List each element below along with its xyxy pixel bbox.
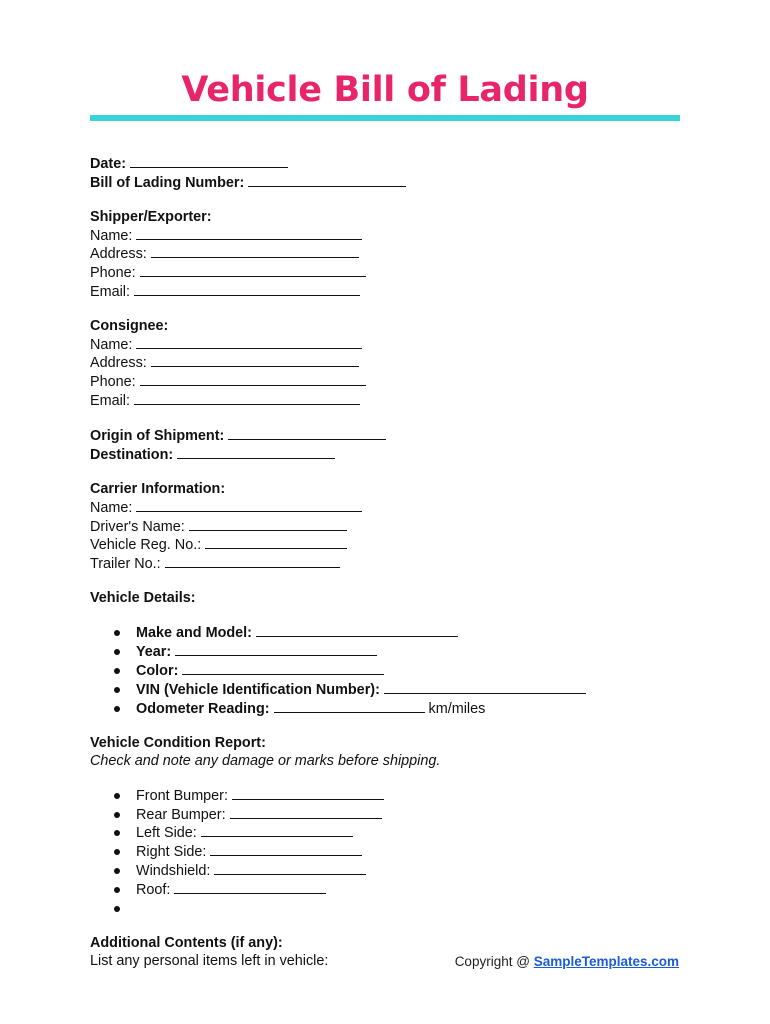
trailer-no-field bbox=[90, 555, 690, 574]
consignee-email-field bbox=[90, 392, 690, 411]
shipper-email-label: Email: bbox=[90, 283, 130, 300]
list-item: Make and Model: bbox=[112, 624, 690, 643]
rear-bumper-blank[interactable] bbox=[230, 806, 382, 819]
bol-number-blank[interactable] bbox=[248, 174, 406, 187]
form-body bbox=[90, 155, 690, 970]
vehicle-reg-field bbox=[90, 536, 690, 555]
shipper-heading: Shipper/Exporter: bbox=[90, 209, 212, 226]
year-blank[interactable] bbox=[175, 643, 377, 656]
shipper-email-field bbox=[90, 283, 690, 302]
bullet-icon bbox=[114, 793, 120, 799]
consignee-phone-blank[interactable] bbox=[140, 373, 366, 386]
sampletemplates-link[interactable]: SampleTemplates.com bbox=[533, 954, 679, 969]
carrier-name-blank[interactable] bbox=[136, 499, 362, 512]
consignee-email-blank[interactable] bbox=[134, 392, 360, 405]
bullet-icon bbox=[114, 830, 120, 836]
bol-number-field bbox=[90, 174, 690, 193]
bullet-icon bbox=[114, 706, 120, 712]
carrier-name-label: Name: bbox=[90, 499, 133, 516]
consignee-email-label: Email: bbox=[90, 392, 130, 409]
consignee-heading: Consignee: bbox=[90, 318, 169, 335]
list-item: VIN (Vehicle Identification Number): bbox=[112, 681, 690, 700]
shipper-address-label: Address: bbox=[90, 246, 147, 263]
vin-blank[interactable] bbox=[384, 681, 586, 694]
vehicle-details-list bbox=[90, 624, 690, 719]
origin-label: Origin of Shipment: bbox=[90, 428, 225, 445]
consignee-address-blank[interactable] bbox=[151, 354, 359, 367]
odometer-unit: km/miles bbox=[428, 700, 486, 717]
driver-name-label: Driver's Name: bbox=[90, 518, 185, 535]
additional-contents-instruction: List any personal items left in vehicle: bbox=[90, 952, 329, 969]
consignee-name-blank[interactable] bbox=[136, 336, 362, 349]
destination-blank[interactable] bbox=[177, 446, 335, 459]
origin-field bbox=[90, 427, 690, 446]
roof-blank[interactable] bbox=[174, 881, 326, 894]
list-item: Front Bumper: bbox=[112, 787, 690, 806]
vehicle-reg-label: Vehicle Reg. No.: bbox=[90, 537, 202, 554]
list-item: Roof: bbox=[112, 881, 690, 900]
page-title: Vehicle Bill of Lading bbox=[181, 70, 589, 110]
shipper-phone-field bbox=[90, 264, 690, 283]
vehicle-details-heading: Vehicle Details: bbox=[90, 590, 196, 607]
carrier-heading: Carrier Information: bbox=[90, 481, 226, 498]
list-item: Rear Bumper: bbox=[112, 806, 690, 825]
bullet-icon bbox=[114, 868, 120, 874]
title-divider bbox=[90, 115, 680, 121]
list-item: Color: bbox=[112, 662, 690, 681]
shipper-email-blank[interactable] bbox=[134, 283, 360, 296]
shipper-name-field bbox=[90, 227, 690, 246]
shipper-phone-label: Phone: bbox=[90, 264, 136, 281]
shipper-address-field bbox=[90, 245, 690, 264]
consignee-address-field bbox=[90, 354, 690, 373]
shipper-name-blank[interactable] bbox=[136, 227, 362, 240]
vehicle-reg-blank[interactable] bbox=[205, 536, 347, 549]
bullet-icon bbox=[114, 812, 120, 818]
destination-label: Destination: bbox=[90, 446, 174, 463]
bullet-icon bbox=[114, 649, 120, 655]
shipper-name-label: Name: bbox=[90, 227, 133, 244]
list-item: Right Side: bbox=[112, 843, 690, 862]
front-bumper-blank[interactable] bbox=[232, 787, 384, 800]
right-side-blank[interactable] bbox=[210, 843, 362, 856]
odometer-blank[interactable] bbox=[274, 700, 425, 713]
trailer-no-label: Trailer No.: bbox=[90, 555, 161, 572]
bullet-icon bbox=[114, 668, 120, 674]
consignee-address-label: Address: bbox=[90, 355, 147, 372]
consignee-name-label: Name: bbox=[90, 336, 133, 353]
left-side-blank[interactable] bbox=[201, 824, 353, 837]
additional-contents-heading: Additional Contents (if any): bbox=[90, 934, 283, 951]
list-item: Year: bbox=[112, 643, 690, 662]
condition-report-list bbox=[90, 787, 690, 918]
consignee-name-field bbox=[90, 336, 690, 355]
color-blank[interactable] bbox=[182, 662, 384, 675]
shipper-phone-blank[interactable] bbox=[140, 264, 366, 277]
bullet-icon bbox=[114, 849, 120, 855]
trailer-no-blank[interactable] bbox=[165, 555, 340, 568]
list-item: Left Side: bbox=[112, 824, 690, 843]
consignee-phone-label: Phone: bbox=[90, 373, 136, 390]
bullet-icon bbox=[114, 906, 120, 912]
bullet-icon bbox=[114, 630, 120, 636]
list-item: Odometer Reading: km/miles bbox=[112, 700, 690, 719]
list-item: Windshield: bbox=[112, 862, 690, 881]
bol-number-label: Bill of Lading Number: bbox=[90, 174, 245, 191]
footer bbox=[455, 954, 679, 969]
origin-blank[interactable] bbox=[228, 427, 386, 440]
windshield-blank[interactable] bbox=[214, 862, 366, 875]
driver-name-blank[interactable] bbox=[189, 518, 347, 531]
driver-name-field bbox=[90, 518, 690, 537]
shipper-address-blank[interactable] bbox=[151, 245, 359, 258]
bullet-icon bbox=[114, 687, 120, 693]
copyright-text: Copyright @ bbox=[454, 954, 530, 969]
list-item bbox=[112, 900, 690, 918]
condition-report-instruction: Check and note any damage or marks before shipping. bbox=[90, 753, 441, 769]
date-label: Date: bbox=[90, 156, 126, 172]
date-field bbox=[90, 155, 690, 174]
destination-field bbox=[90, 446, 690, 465]
consignee-phone-field bbox=[90, 373, 690, 392]
date-blank[interactable] bbox=[130, 155, 288, 168]
carrier-name-field bbox=[90, 499, 690, 518]
condition-report-heading: Vehicle Condition Report: bbox=[90, 735, 266, 752]
bullet-icon bbox=[114, 887, 120, 893]
make-model-blank[interactable] bbox=[256, 624, 458, 637]
